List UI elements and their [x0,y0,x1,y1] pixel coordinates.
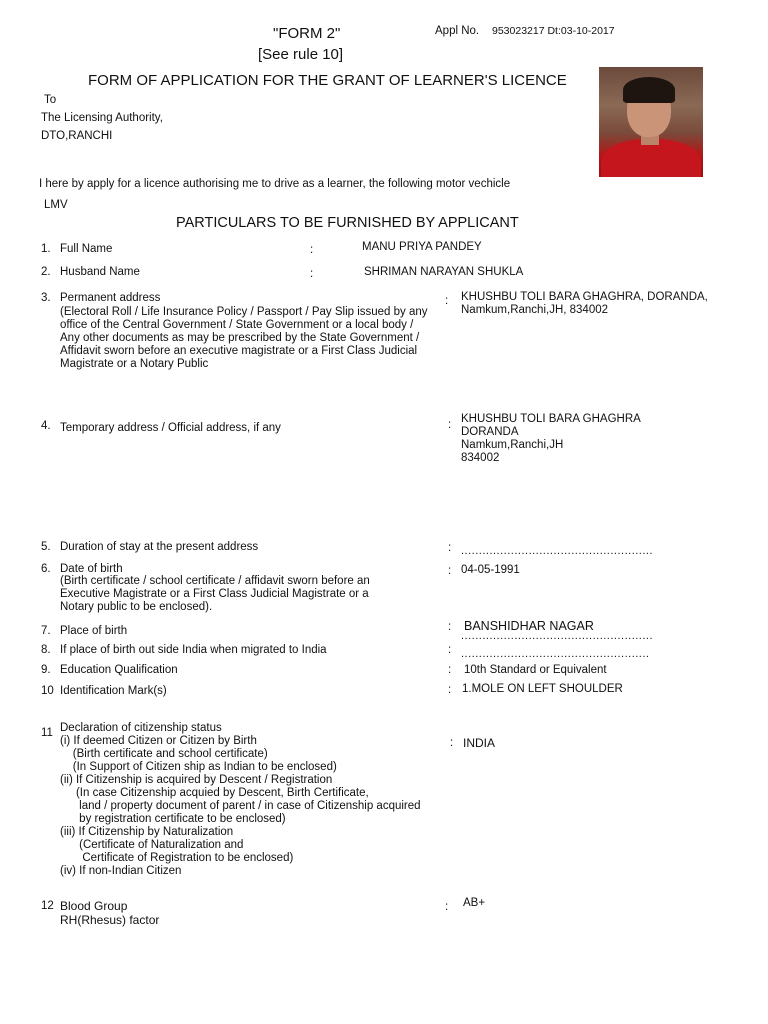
field-1-label: Full Name [60,243,113,255]
field-12-label-rh: RH(Rhesus) factor [60,913,160,927]
field-5-label: Duration of stay at the present address [60,541,259,553]
field-8-label: If place of birth out side India when migrated to India [60,644,327,656]
field-12-label: Blood Group [60,899,128,913]
field-10-label: Identification Mark(s) [60,685,167,697]
citizenship-value: INDIA [463,736,496,750]
duration-of-stay-value: ...................................................... [461,545,654,557]
field-9-number: 9. [41,664,51,676]
field-7-label: Place of birth [60,625,128,637]
field-11-description: (i) If deemed Citizen or Citizen by Birth (Birth certificate and school certificate) (In Support of Citizen ship as Indian to be enclosed) (ii) If Citizenship is acquired by Descent / Registration (In case Citizenship acquied by Descent, Birth Certificate, land / property document of parent / in case of Citizenship acquired by registration certificate to be enclosed) (iii) If Citizenship by Naturalization (Certificate of Naturalization and Certificate of Registration to be enclosed) (iv) If non-Indian Citizen [60,735,421,877]
application-number-label: Appl No. [435,25,480,37]
field-11-colon: : [450,737,454,749]
field-12-number: 12 [41,900,54,912]
to-label: To [44,94,57,106]
field-1-colon: : [310,244,314,256]
field-6-label: Date of birth [60,563,123,575]
field-7-number: 7. [41,625,51,637]
field-3-label: Permanent address [60,292,161,304]
field-2-number: 2. [41,266,51,278]
field-7-colon: : [448,621,452,633]
form-title: FORM OF APPLICATION FOR THE GRANT OF LEARNER'S LICENCE [88,72,567,89]
field-1-number: 1. [41,243,51,255]
field-5-colon: : [448,542,452,554]
full-name-value: MANU PRIYA PANDEY [362,241,482,253]
vehicle-class: LMV [44,199,68,211]
education-value: 10th Standard or Equivalent [464,664,607,676]
application-request: I here by apply for a licence authorising me to drive as a learner, the following motor vechicle [39,178,511,190]
husband-name-value: SHRIMAN NARAYAN SHUKLA [364,266,524,278]
field-5-number: 5. [41,541,51,553]
field-11-number: 11 [41,727,53,739]
rule-reference: [See rule 10] [258,46,344,63]
field-4-label: Temporary address / Official address, if any [60,422,281,434]
field-3-number: 3. [41,292,51,304]
field-8-colon: : [448,644,452,656]
field-2-colon: : [310,268,314,280]
permanent-address-value: KHUSHBU TOLI BARA GHAGHRA, DORANDA, Namkum,Ranchi,JH, 834002 [461,291,708,316]
field-4-colon: : [448,419,452,431]
field-6-number: 6. [41,563,51,575]
migration-date-value: ..................................................... [461,648,650,660]
application-number-value: 953023217 Dt:03-10-2017 [492,25,615,37]
field-9-colon: : [448,664,452,676]
field-10-colon: : [448,684,452,696]
field-11-label: Declaration of citizenship status [60,722,222,734]
field-6-colon: : [448,565,452,577]
form-number: "FORM 2" [273,25,341,42]
field-2-label: Husband Name [60,266,140,278]
field-3-description: (Electoral Roll / Life Insurance Policy / Passport / Pay Slip issued by any office of the Central Government / State Government or a local body / Any other documents as may be prescribed by the State Government / Affidavit sworn before an executive magistrate or a First Class Judicial Magistrate or a Notary Public [60,306,428,370]
field-8-number: 8. [41,644,51,656]
applicant-photo [599,67,703,177]
field-3-colon: : [445,295,449,307]
temporary-address-value: KHUSHBU TOLI BARA GHAGHRA DORANDA Namkum,Ranchi,JH 834002 [461,413,641,464]
licensing-authority: The Licensing Authority, [41,112,163,124]
date-of-birth-value: 04-05-1991 [461,564,520,576]
field-12-colon: : [445,901,449,913]
field-6-description: (Birth certificate / school certificate / affidavit sworn before an Executive Magistrate or a First Class Judicial Magistrate or a Notary public to be enclosed). [60,575,370,613]
authority-office: DTO,RANCHI [41,130,113,142]
blood-group-value: AB+ [463,897,486,909]
particulars-heading: PARTICULARS TO BE FURNISHED BY APPLICANT [176,215,519,231]
field-4-number: 4. [41,420,51,432]
field-10-number: 10 [41,685,54,697]
identification-marks-value: 1.MOLE ON LEFT SHOULDER [462,683,623,695]
place-of-birth-dots: ...................................................... [461,630,654,642]
place-of-birth-value: BANSHIDHAR NAGAR [464,619,594,633]
field-9-label: Education Qualification [60,664,178,676]
